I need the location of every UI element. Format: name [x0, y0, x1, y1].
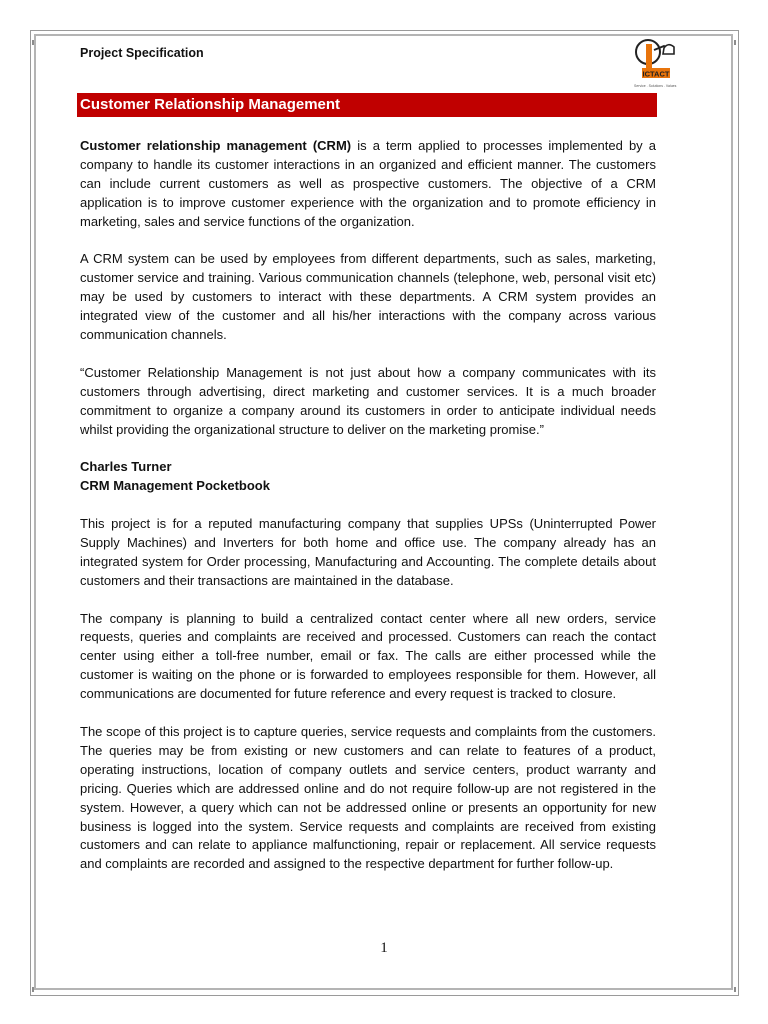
paragraph-crm-definition [80, 137, 656, 232]
ictact-logo [634, 38, 684, 94]
paragraph-project-scope: The scope of this project is to capture queries, service requests and complaints from the customers. The queries may be from existing or new customers and can relate to features of a product, operating instructions, location of company outlets and service centers, product warranty and pricing. Queries which are addressed online and do not require follow-up are not registered in the system. However, a query which can not be addressed online or presents an opportunity for new business is logged into the system. Service requests and complaints are received from existing customers and can relate to appliance malfunctioning, repair or replacement. All service requests and complaints are recorded and assigned to the respective department for further follow-up. [80, 724, 656, 872]
document-body [80, 137, 656, 893]
corner-mark [32, 40, 41, 45]
section-title: Customer Relationship Management [80, 96, 341, 113]
logo-graphic [634, 38, 684, 84]
quote-paragraph: “Customer Relationship Management is not just about how a company communicates with its customers through advertising, direct marketing and customer services. It is a much broader commitment to organize a company around its customers in order to anticipate individual needs whilst providing the organizational structure to deliver on the marketing promise.” [80, 364, 656, 437]
paragraph-project-intro: This project is for a reputed manufacturing company that supplies UPSs (Uninterrupted Power Supply Machines) and Inverters for both home and office use. The company already has an integrated system for Order processing, Manufacturing and Accounting. The complete details about customers and their transactions are maintained in the database. [80, 516, 656, 588]
section-title-bar [77, 93, 657, 117]
logo-text: ICTACT [642, 69, 670, 79]
corner-mark [727, 40, 736, 45]
paragraph-crm-usage: A CRM system can be used by employees from different departments, such as sales, marketing, customer service and training. Various communication channels (telephone, web, personal visit etc) may be used by customers to interact with these departments. A CRM system provides an integrated view of the customer and all his/her interactions with the company across various communication channels. [80, 251, 656, 343]
header-title: Project Specification [80, 46, 204, 60]
logo-tagline: Service . Solutions . Values [634, 84, 677, 88]
page-number: 1 [380, 940, 388, 956]
corner-mark [727, 987, 736, 992]
crm-definition-text: is a term applied to processes implemented by a company to handle its customer interactions in an organized and efficient manner. The customers can include current customers as well as prospective customers. The objective of a CRM application is to improve customer experience with the organization and to promote efficiency in marketing, sales and service functions of the organization. [80, 138, 656, 229]
attribution-name: Charles Turner [80, 459, 172, 475]
corner-mark [32, 987, 41, 992]
quote-attribution [80, 458, 656, 496]
attribution-source: CRM Management Pocketbook [80, 478, 270, 494]
paragraph-contact-center: The company is planning to build a centralized contact center where all new orders, service requests, queries and complaints are received and processed. Customers can reach the contact center using either a toll-free number, email or fax. The calls are either processed while the customer is waiting on the phone or is forwarded to employees responsible for them. However, all communications are documented for future reference and every request is tracked to closure. [80, 610, 656, 702]
crm-term: Customer relationship management (CRM) [80, 138, 352, 153]
